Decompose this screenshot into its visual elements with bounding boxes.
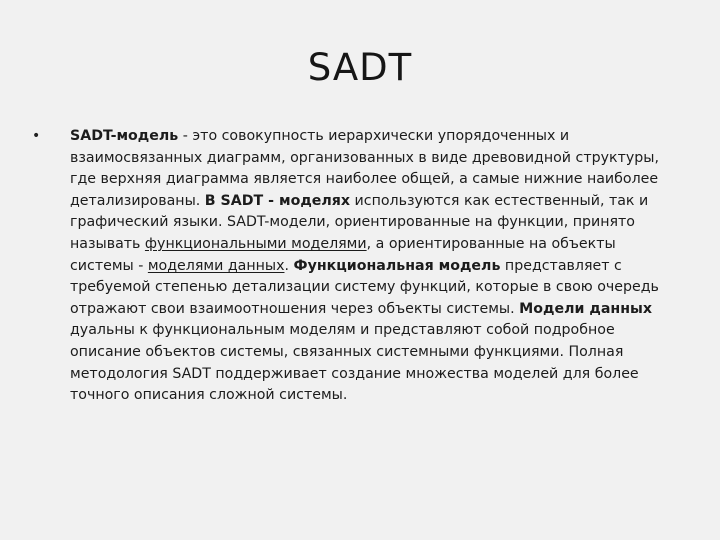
body-text-run: представляет с требуемой степенью детализации систему функций, которые в свою очередь отражают свои взаимоотношения через объекты системы. bbox=[70, 257, 659, 317]
body-text-run: , а ориентированные на объекты системы - bbox=[70, 235, 616, 274]
bullet-marker: • bbox=[32, 128, 41, 144]
bold-term: Функциональная модель bbox=[293, 257, 501, 274]
body-text-run: дуальны к функциональным моделям и представляют собой подробное описание объектов системы, связанных системными функциями. Полная методология SADT поддерживает создание множества моделей для более точного описания сложной системы. bbox=[70, 322, 639, 404]
body-paragraph bbox=[70, 126, 682, 407]
underlined-term: функциональными моделями bbox=[144, 235, 367, 252]
body-text-run: - это совокупность иерархически упорядоченных и взаимосвязанных диаграмм, организованных в виде древовидной структуры, где верхняя диаграмма является наиболее общей, а самые нижние наиболее детализированы. bbox=[70, 128, 659, 209]
bold-term: В SADT - моделях bbox=[204, 192, 351, 209]
slide-title: SADT bbox=[307, 46, 413, 89]
underlined-term: моделями данных bbox=[147, 257, 285, 274]
body-text-run: используются как естественный, так и графический языки. SADT-модели, ориентированные на функции, принято называть bbox=[70, 192, 649, 252]
bold-term: SADT-модель bbox=[70, 128, 179, 144]
bold-term: Модели данных bbox=[519, 300, 652, 317]
body-text-run: . bbox=[284, 257, 294, 274]
